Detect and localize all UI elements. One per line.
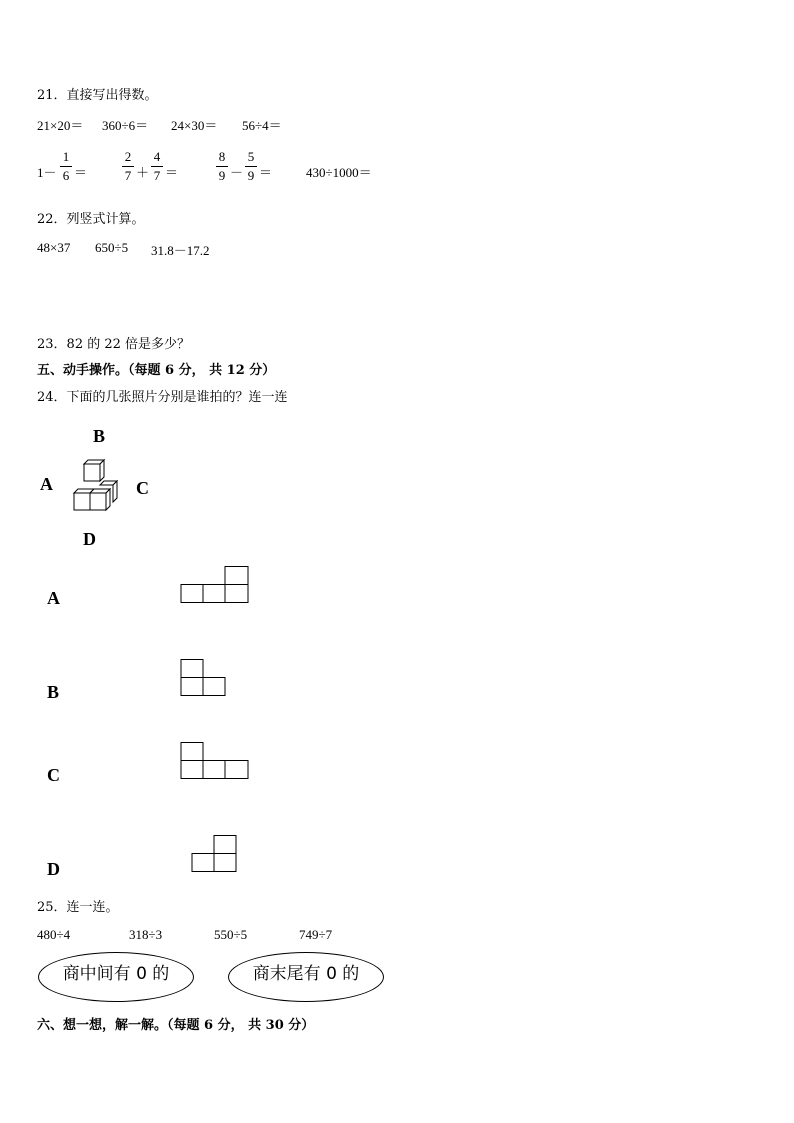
frac2-equals: ＝ (165, 165, 179, 180)
section-6-heading: 六、想一想，解一解。（每题 6 分， 共 30 分） (37, 1018, 315, 1033)
q21-item: 360÷6＝ (102, 118, 149, 133)
q22-item: 31.8－17.2 (151, 243, 210, 258)
q25-item: 749÷7 (299, 927, 333, 942)
frac2-operator: ＋ (136, 165, 150, 180)
cube-stack-figure (70, 459, 120, 514)
fraction-numerator: 2 (124, 149, 132, 164)
q21-item: 56÷4＝ (242, 118, 282, 133)
fraction-denominator: 7 (124, 168, 132, 183)
q21-division: 430÷1000＝ (306, 165, 372, 180)
view-label: A (47, 588, 60, 608)
fraction-numerator: 5 (247, 149, 255, 164)
view-label: B (47, 682, 60, 702)
q22-title: 22．列竖式计算。 (37, 212, 145, 227)
frac3-operator: － (230, 165, 244, 180)
view-shape-d (191, 835, 239, 875)
viewer-label-left: A (40, 474, 53, 494)
q25-item: 480÷4 (37, 927, 71, 942)
oval-zero-at-end (228, 952, 384, 1002)
q23-title: 23．82 的 22 倍是多少？ (37, 337, 191, 352)
fraction-denominator: 7 (153, 168, 161, 183)
oval-zero-in-middle (38, 952, 194, 1002)
fraction (216, 150, 228, 183)
fraction (60, 150, 72, 183)
q21-title: 21．直接写出得数。 (37, 88, 158, 103)
viewer-label-bottom: D (83, 529, 96, 549)
fraction-denominator: 9 (247, 168, 255, 183)
fraction (245, 150, 257, 183)
q22-item: 650÷5 (95, 240, 129, 255)
view-shape-b (180, 659, 228, 697)
q22-item: 48×37 (37, 240, 71, 255)
q25-item: 318÷3 (129, 927, 163, 942)
frac1-prefix: 1－ (37, 165, 57, 180)
q24-title: 24．下面的几张照片分别是谁拍的？连一连 (37, 390, 288, 405)
view-label: C (47, 765, 60, 785)
fraction-numerator: 8 (218, 149, 226, 164)
q21-item: 24×30＝ (171, 118, 218, 133)
fraction (151, 150, 163, 183)
section-5-heading: 五、动手操作。（每题 6 分， 共 12 分） (37, 363, 276, 378)
oval-label: 商中间有 0 的 (62, 964, 170, 984)
view-shape-c (180, 742, 252, 780)
view-label: D (47, 859, 60, 879)
frac1-equals: ＝ (74, 165, 88, 180)
q25-title: 25．连一连。 (37, 900, 119, 915)
fraction-numerator: 1 (62, 149, 70, 164)
q25-item: 550÷5 (214, 927, 248, 942)
fraction-denominator: 9 (218, 168, 226, 183)
fraction-denominator: 6 (62, 168, 70, 183)
oval-label: 商末尾有 0 的 (252, 964, 360, 984)
viewer-label-top: B (93, 426, 106, 446)
view-shape-a (180, 566, 250, 604)
q21-item: 21×20＝ (37, 118, 84, 133)
viewer-label-right: C (136, 478, 149, 498)
fraction (122, 150, 134, 183)
fraction-numerator: 4 (153, 149, 161, 164)
frac3-equals: ＝ (259, 165, 273, 180)
